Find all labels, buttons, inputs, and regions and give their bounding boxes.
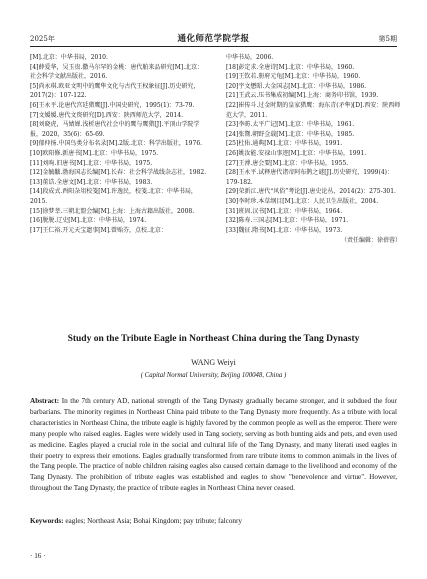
- reference-entry: [22]崔传斗.过金时期的皇家猎鹰：海东青(矛隼)[D].西安：陕西师范大学，2011.: [226, 101, 401, 119]
- header-issue: 第5期: [378, 35, 397, 43]
- reference-entry: [6]王永平.论唐代宫廷猎鹰[J].中国史研究，1995(1)：73-79.: [30, 101, 195, 109]
- reference-entry: [31]班固.汉书[M].北京：中华书局，1964.: [226, 207, 343, 215]
- reference-entry: [4]薛爱华，吴玉贵.撒马尔罕的金桃：唐代舶来品研究[M].北京：社会科学文献出版社，2016.: [30, 63, 204, 81]
- keywords-label: Keywords:: [30, 517, 64, 525]
- reference-entry: [26]姚汝能.安禄山事迹[M].北京：中华书局，1991.: [226, 149, 367, 157]
- references-left-column: [30, 53, 208, 235]
- reference-entry: [25]杜佑.通典[M].北京：中华书局，1991.: [226, 140, 343, 148]
- author-name: WANG Weiyi: [191, 358, 236, 367]
- reference-entry: [M].北京：中华书局，2010.: [30, 54, 108, 61]
- english-paper-title: Study on the Tribute Eagle in Northeast China during the Tang Dynasty: [67, 334, 360, 344]
- reference-entry: [9]郁仲扬.中国鸟类分布名录[M].2版.北京：科学出版社，1976.: [30, 140, 203, 148]
- reference-entry: [5]尚永琪.欧亚文明中的鹰隼文化与古代王权象征[J].历史研究，2017(2)：107-122.: [30, 82, 200, 100]
- header-journal-title: 通化师范学院学报: [177, 34, 250, 44]
- reference-entry: [20]宇文懋昭.大金国志[M].北京：中华书局，1986.: [226, 82, 367, 90]
- reference-entry: [8]刘晓虎，马婧婵.浅析唐代社会中的鹰与鹰猎[J].平顶山学院学报，2020，35(6)：65-69.: [30, 121, 200, 138]
- references-right-column: [226, 53, 401, 246]
- author-affiliation: ( Capital Normal University, Beijing 100048, China ): [140, 372, 287, 379]
- reference-entry: [7]文媛媛.唐代文资研究[D].西安：陕西师范大学，2014.: [30, 111, 183, 119]
- abstract-label: Abstract:: [30, 397, 60, 405]
- keywords-text: eagles; Northeast Asia; Bohai Kingdom; pay tribute; falconry: [65, 517, 242, 525]
- reference-entry: [29]荣新江.唐代“风俗”考论[J].唐史论丛，2014(2)：275-301.: [226, 188, 396, 196]
- abstract-text: In the 7th century AD, national strength of the Tang Dynasty gradually became stronger, and it subdued the four barbarians. The minority regimes in Northeast China paid tribute to the Tang Dynasty more frequently. As a tribute with local characteristics in Northeast China, the tribute eagle is highly favored by the common people as well as the emperor. There were many people who raised eagles. Eagles were widely used in Tang society, serving as both hunting aids and pets, and even used as medicine. Eagles played a crucial role in the social and cultural life of the Tang Dynasty, and many literati used eagles in their poetry to express their emotions. Eagles gradually transformed from rare tribute items to common animals in the lives of the Tang people. The practice of noble children raising eagles also caused certain damage to the livelihood and economy of the Tang Dynasty. The prohibition of tribute eagles was established and eagles to show "benevolence and virtue". However, throughout the Tang Dynasty, the practice of tribute eagles in Northeast China never ceased.: [30, 397, 398, 493]
- reference-entry: 中华书局，2006.: [226, 54, 274, 61]
- reference-entry: [19]王钦若.册府元龟[M].北京：中华书局，1960.: [226, 73, 361, 81]
- reference-entry: [32]陈寿.三国志[M].北京：中华书局，1971.: [226, 217, 349, 225]
- reference-entry: [21]王武云.压书集成初编[M].上海：商务印书馆，1939.: [226, 92, 379, 100]
- reference-entry: [13]董诰.全唐文[M].北京：中华书局，1983.: [30, 178, 153, 186]
- reference-entry: [17]王仁裕.开元天宝遗事[M].曾贻芬，点校.北京：: [30, 226, 167, 234]
- reference-entry: [15]徐梦莘.三朝北盟会编[M].上海：上海古籍出版社，2008.: [30, 207, 195, 215]
- running-header: [30, 32, 397, 47]
- reference-entry: [14]段成式.酉阳杂俎校笺[M].许逸民，校笺.北京：中华书局，2015.: [30, 188, 197, 205]
- reference-entry: [16]脱脱.辽史[M].北京：中华书局，1974.: [30, 217, 147, 225]
- reference-entry: [28]王永平.试释唐代诸帝阿布鹊之谜[J].历史研究，1999(4)：179-182.: [226, 169, 393, 186]
- reference-entry: [18]彭定求.全唐诗[M].北京：中华书局，1960.: [226, 63, 355, 71]
- reference-entry: [24]张鷟.朝野佥载[M].北京：中华书局，1985.: [226, 130, 355, 138]
- abstract-block: [30, 396, 397, 494]
- reference-entry: [12]金毓黻.渤海国志长编[M].长春：社会科学战线杂志社，1982.: [30, 169, 207, 177]
- reference-entry: [23]李昉.太平广记[M].北京：中华书局，1961.: [226, 121, 355, 129]
- reference-entry: [27]王溥.唐会要[M].北京：中华书局，1955.: [226, 159, 349, 167]
- reference-entry: [10]欧阳修.新唐书[M].北京：中华书局，1975.: [30, 149, 159, 157]
- editor-note: （责任编辑：徐蓓蓉）: [340, 237, 401, 245]
- page-number: · 16 ·: [30, 552, 46, 560]
- reference-entry: [11]刘昫.旧唐书[M].北京：中华书局，1975.: [30, 159, 153, 167]
- keywords-block: [30, 517, 397, 525]
- header-year: 2025年: [30, 35, 55, 43]
- reference-entry: [30]李时珍.本草纲目[M].北京：人民卫生出版社，2004.: [226, 197, 379, 205]
- reference-entry: [33]魏征.隋书[M].北京：中华书局，1973.: [226, 226, 343, 234]
